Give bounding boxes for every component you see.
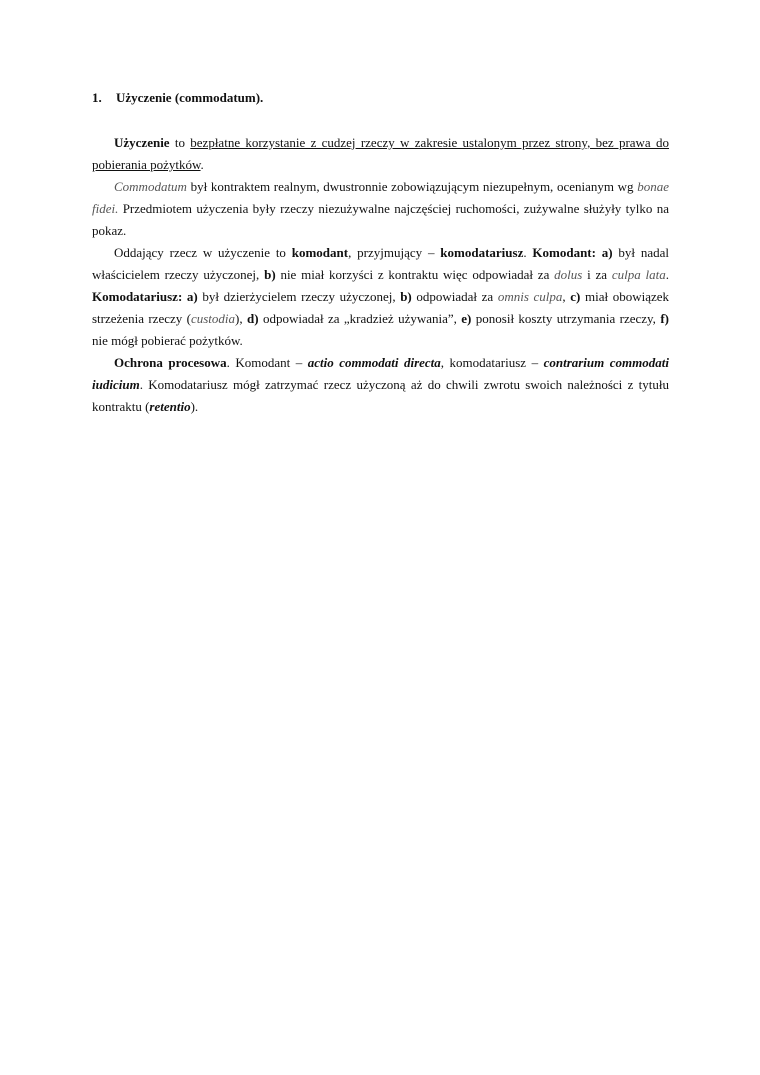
text-span: ).: [190, 399, 199, 414]
term-komodant: komodant: [291, 245, 349, 260]
paragraph-protection: [92, 352, 669, 418]
definition-underlined: bezpłatne korzystanie z cudzej rzeczy w zakresie ustalonym przez strony, bez prawa do pobierania pożytków: [92, 135, 669, 172]
text-span: nie miał korzyści z kontraktu więc odpowiadał za: [275, 267, 555, 282]
text-span: Przedmiotem użyczenia były rzeczy niezużywalne najczęściej ruchomości, zużywalne służyły tylko na pokaz.: [92, 201, 669, 238]
text-span: był kontraktem realnym, dwustronnie zobowiązującym niezupełnym, ocenianym wg: [186, 179, 638, 194]
paragraph-commodatum: [92, 176, 669, 242]
list-marker: a): [601, 245, 613, 260]
list-marker: d): [247, 311, 259, 326]
term-bonae-fidei: bonae fidei.: [92, 179, 669, 216]
text-span: Oddający rzecz w użyczenie to: [114, 245, 292, 260]
text-span: . Komodant –: [226, 355, 308, 370]
text-span: to: [169, 135, 191, 150]
text-span: , przyjmujący –: [348, 245, 441, 260]
text-span: .: [200, 157, 204, 172]
section-title: Użyczenie (commodatum).: [116, 90, 264, 105]
label-komodant: Komodant:: [532, 245, 596, 260]
text-span: , komodatariusz –: [440, 355, 544, 370]
list-marker: b): [264, 267, 276, 282]
section-heading: [92, 89, 263, 107]
text-span: był nadal właścicielem rzeczy użyczonej,: [92, 245, 670, 282]
term-commodatum: Commodatum: [114, 179, 187, 194]
term-dolus: dolus: [554, 267, 583, 282]
text-span: był dzierżycielem rzeczy użyczonej,: [197, 289, 401, 304]
paragraph-definition: [92, 132, 669, 176]
term-uzyczenie: Użyczenie: [114, 135, 170, 150]
text-span: ),: [235, 311, 247, 326]
text-span: .: [523, 245, 533, 260]
section-number: 1.: [92, 90, 102, 105]
list-marker: e): [461, 311, 472, 326]
text-span: odpowiadał za: [411, 289, 498, 304]
list-marker: b): [400, 289, 412, 304]
list-marker: c): [570, 289, 581, 304]
document-body: [92, 132, 669, 418]
term-omnis-culpa: omnis culpa: [497, 289, 563, 304]
term-actio-commodati-directa: actio commodati directa: [307, 355, 441, 370]
term-ochrona-procesowa: Ochrona procesowa: [114, 355, 227, 370]
term-contrarium-commodati-iudicium: contrarium commodati iudicium: [92, 355, 669, 392]
text-span: miał obowiązek strzeżenia rzeczy (: [92, 289, 670, 326]
label-komodatariusz: Komodatariusz:: [92, 289, 183, 304]
term-retentio: retentio: [149, 399, 191, 414]
term-komodatariusz: komodatariusz: [440, 245, 524, 260]
text-span: nie mógł pobierać pożytków.: [92, 333, 243, 348]
term-culpa-lata: culpa lata: [611, 267, 666, 282]
list-marker: f): [660, 311, 669, 326]
paragraph-parties: [92, 242, 669, 352]
text-span: odpowiadał za „kradzież używania”,: [258, 311, 462, 326]
list-marker: a): [186, 289, 198, 304]
text-span: . Komodatariusz mógł zatrzymać rzecz użyczoną aż do chwili zwrotu swoich należności z tytułu kontraktu (: [92, 377, 669, 414]
text-span: .: [665, 267, 669, 282]
text-span: ponosił koszty utrzymania rzeczy,: [471, 311, 661, 326]
text-span: ,: [562, 289, 571, 304]
term-custodia: custodia: [190, 311, 236, 326]
text-span: i za: [582, 267, 612, 282]
